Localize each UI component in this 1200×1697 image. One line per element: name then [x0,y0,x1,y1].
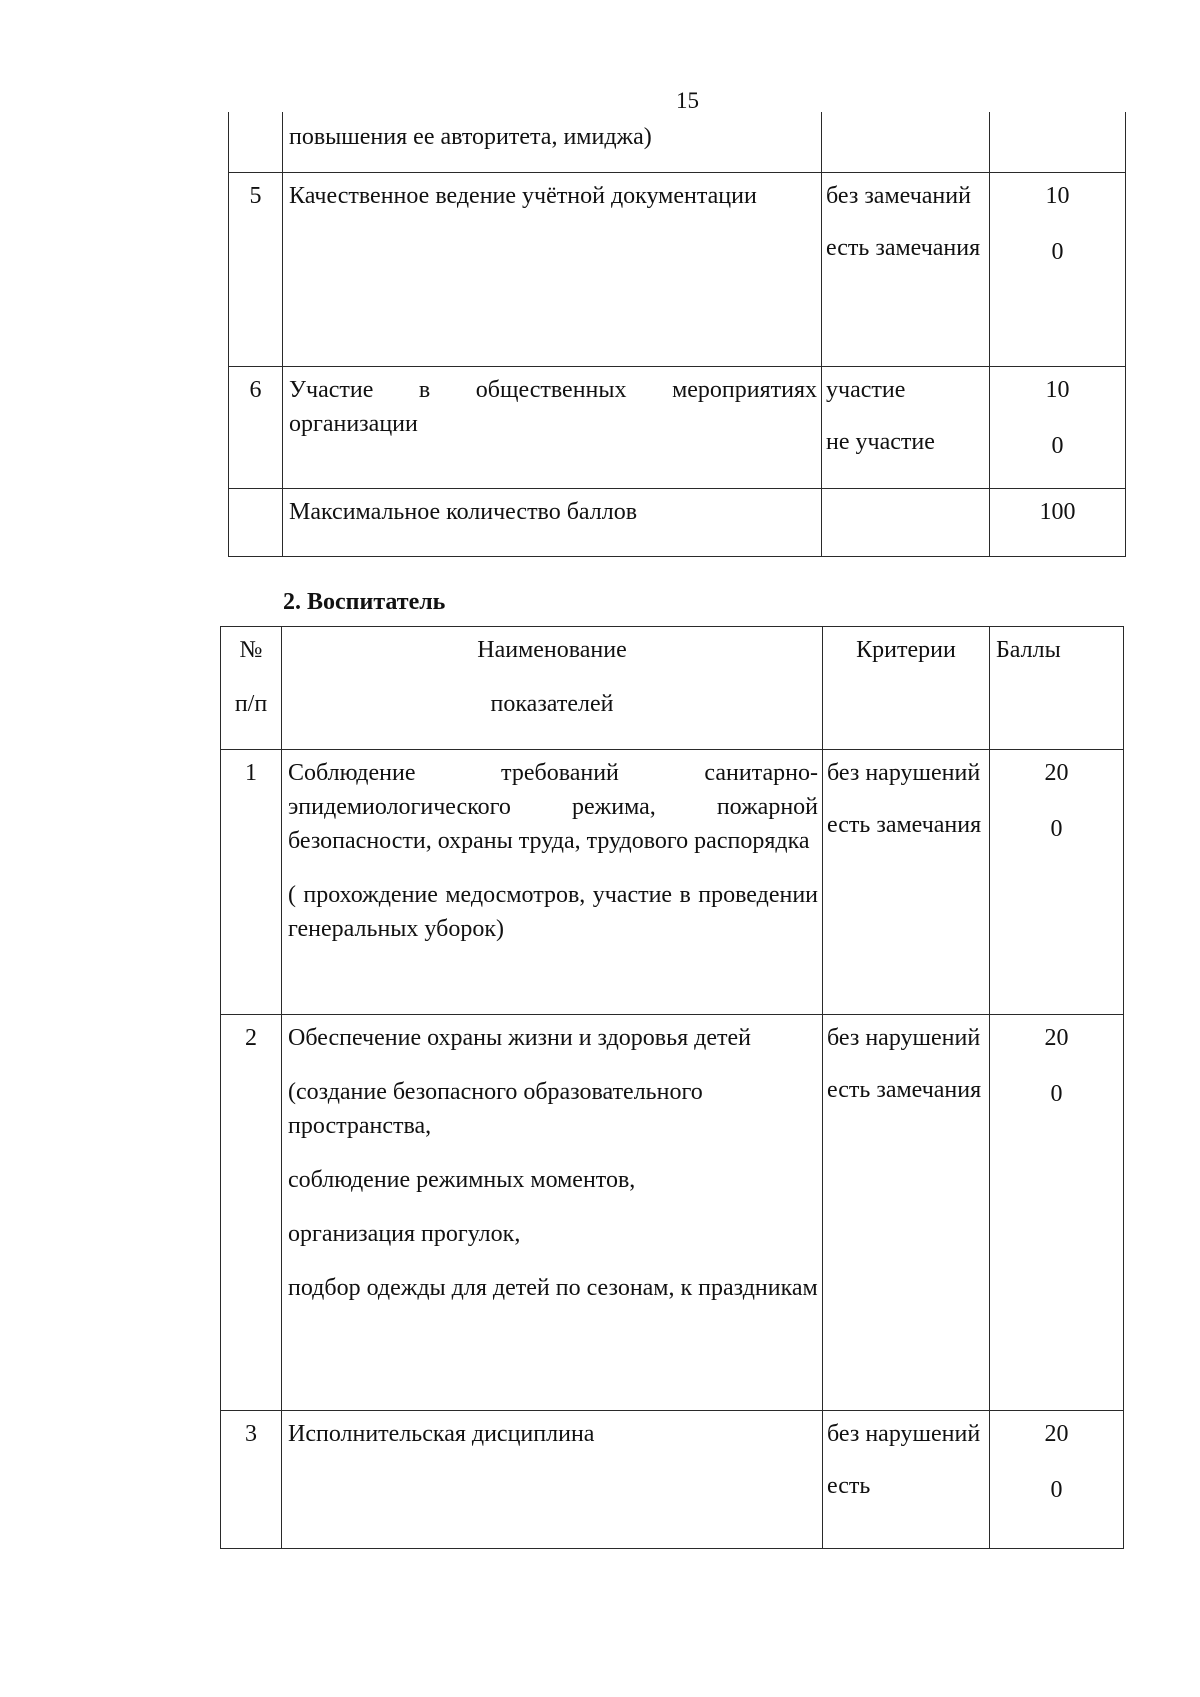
row-number: 3 [221,1411,282,1549]
criteria-cell [823,1015,990,1411]
score-value: 20 [1044,1421,1069,1447]
score-cell [990,366,1126,488]
criteria-cell [823,750,990,1015]
indicator-name [283,488,822,556]
table-row [221,1015,1124,1411]
score-cell [990,488,1126,556]
score-cell [990,1411,1124,1549]
criteria-cell [822,112,990,172]
indicator-text: Исполнительская дисциплина [288,1421,595,1447]
page-number: 15 [676,88,699,113]
criterion: без нарушений [827,1421,981,1447]
indicator-note: соблюдение режимных моментов, [288,1167,636,1193]
row-number: 1 [221,750,282,1015]
score-value: 0 [1051,432,1064,459]
row-number: 5 [229,172,283,366]
table-header-row [221,627,1124,750]
score-cell [990,112,1126,172]
header-text: № [239,637,263,663]
indicator-name [282,1411,823,1549]
section-title: 2. Воспитатель [283,589,446,615]
indicator-text: Соблюдение требований санитарно-эпидемиологического режима, пожарной безопасности, охраны труда, трудового распорядка [288,760,818,854]
indicator-name [282,750,823,1015]
table-row [229,112,1126,172]
row-number [229,112,283,172]
criterion: есть замечания [827,812,982,838]
score-value: 20 [1044,1025,1069,1051]
criterion: есть замечания [827,1077,982,1103]
criterion: без замечаний [826,182,971,209]
indicator-note: (создание безопасного образовательного пространства, [288,1079,703,1139]
row-number: 6 [229,366,283,488]
indicator-name [283,366,822,488]
column-header-number [221,627,282,750]
header-text: Наименование [477,637,627,663]
table-row [221,1411,1124,1549]
row-number [229,488,283,556]
score-cell [990,750,1124,1015]
indicator-text: повышения ее авторитета, имиджа) [289,124,652,150]
score-value: 10 [1045,182,1070,209]
criteria-table-continued [228,112,1126,557]
indicator-text: Обеспечение охраны жизни и здоровья детей [288,1025,751,1051]
score-value: 0 [1050,1477,1063,1503]
header-text: показателей [490,691,614,717]
indicator-note: подбор одежды для детей по сезонам, к праздникам [288,1275,818,1301]
table-row [221,750,1124,1015]
total-row [229,488,1126,556]
criterion: без нарушений [827,760,981,786]
table-row [229,172,1126,366]
total-score: 100 [1039,498,1076,525]
indicator-name [282,1015,823,1411]
column-header-score: Баллы [990,627,1124,750]
criterion: без нарушений [827,1025,981,1051]
column-header-criteria: Критерии [823,627,990,750]
criterion: есть [827,1473,871,1499]
criteria-cell [823,1411,990,1549]
criterion: есть замечания [826,234,981,261]
criteria-cell [822,366,990,488]
indicator-text: Участие в общественных мероприятиях организации [289,376,817,437]
criterion: участие [826,376,906,403]
header-text: п/п [234,691,268,717]
total-label: Максимальное количество баллов [289,498,638,525]
indicator-note: ( прохождение медосмотров, участие в проведении генеральных уборок) [288,882,818,942]
score-cell [990,1015,1124,1411]
score-value: 0 [1050,1081,1063,1107]
indicator-note: организация прогулок, [288,1221,521,1247]
indicator-name [283,112,822,172]
table-row [229,366,1126,488]
indicator-text: Качественное ведение учётной документации [289,182,757,209]
score-value: 10 [1045,376,1070,403]
indicator-name [283,172,822,366]
score-value: 0 [1050,816,1063,842]
row-number: 2 [221,1015,282,1411]
score-cell [990,172,1126,366]
criteria-cell [822,172,990,366]
criteria-cell [822,488,990,556]
score-value: 20 [1044,760,1069,786]
column-header-name [282,627,823,750]
educator-criteria-table [220,626,1124,1549]
score-value: 0 [1051,238,1064,265]
criterion: не участие [826,428,935,455]
